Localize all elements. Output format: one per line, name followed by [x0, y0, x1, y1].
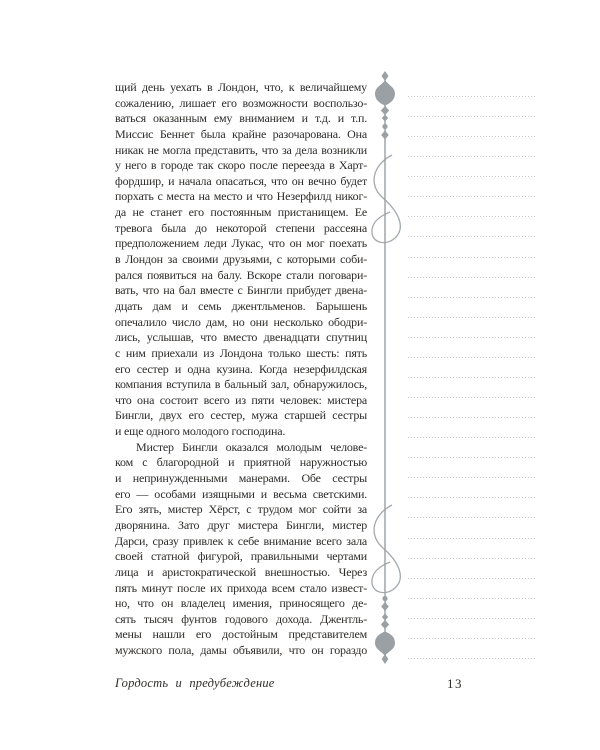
dotted-note-line	[408, 257, 537, 258]
text-line: дцать дам и семь джентльменов. Барышень	[115, 298, 367, 313]
text-line: щий день уехать в Лондон, что, к величайшему	[115, 80, 367, 94]
text-line: его — особами изящными и весьма светскими.	[115, 486, 367, 501]
text-line: порхать с места на место и что Незерфилд никог-	[115, 189, 367, 204]
dotted-note-line	[408, 538, 537, 539]
dotted-note-line	[408, 297, 537, 298]
text-line: Его зять, мистер Хёрст, с трудом мог сойти за	[115, 502, 367, 517]
text-line: лись, услышав, что вместо двенадцати спутниц	[115, 330, 367, 345]
dotted-note-line	[408, 337, 537, 338]
text-line: что она состоит всего из пяти человек: мистера	[115, 392, 367, 407]
dotted-note-line	[408, 136, 537, 137]
text-line: никак не могла представить, что за дела возникли	[115, 142, 367, 157]
text-line: рался появиться на балу. Вскоре стали поговари-	[115, 267, 367, 282]
text-line: дворянина. Зато друг мистера Бингли, мистер	[115, 517, 367, 532]
text-line: предположением леди Лукас, что он мог поехать	[115, 236, 367, 251]
text-line: своей статной фигурой, правильными чертами	[115, 549, 367, 564]
dotted-note-line	[408, 116, 537, 117]
dotted-note-line	[408, 477, 537, 478]
text-line: ком с благородной и приятной наружностью	[115, 455, 367, 470]
ornament-lower-curl	[372, 505, 400, 593]
text-line: да не станет его постоянным пристанищем. Ее	[115, 205, 367, 220]
text-line: опечалило число дам, но они несколько ободри-	[115, 314, 367, 329]
dotted-note-line	[408, 196, 537, 197]
dotted-note-line	[408, 176, 537, 177]
dotted-note-line	[408, 638, 537, 639]
ruled-notes-area	[408, 96, 537, 676]
text-line: у него в городе так скоро после переезда в Харт-	[115, 158, 367, 173]
page-footer	[0, 676, 600, 696]
text-line: тревога была до некоторой степени рассеяна	[115, 220, 367, 235]
text-line: лица и аристократической внешностью. Через	[115, 564, 367, 579]
dotted-note-line	[408, 397, 537, 398]
dotted-note-line	[408, 578, 537, 579]
dotted-note-line	[408, 317, 537, 318]
text-line: Мистер Бингли оказался молодым челове-	[136, 439, 367, 454]
text-line: Миссис Беннет была крайне разочарована. Она	[115, 126, 367, 141]
dotted-note-line	[408, 216, 537, 217]
text-line: фордшир, и начала опасаться, что он вечно будет	[115, 173, 367, 188]
text-line: Дарси, сразу привлек к себе внимание всего зала	[115, 533, 367, 548]
dotted-note-line	[408, 658, 537, 659]
text-line: пять минут после их прихода всем стало извест-	[115, 580, 367, 595]
dotted-note-line	[408, 277, 537, 278]
text-line: мужского пола, дамы объявили, что он гораздо	[115, 643, 367, 658]
text-line: его сестер и одна кузина. Когда незерфилдская	[115, 361, 367, 376]
text-line: с ним приехали из Лондона только шесть: пять	[115, 345, 367, 360]
dotted-note-line	[408, 236, 537, 237]
text-line: ваться оказанным ему вниманием и т.д. и т.п.	[115, 111, 367, 126]
dotted-note-line	[408, 618, 537, 619]
text-line: и еще одного молодого господина.	[115, 424, 286, 439]
text-line: сять тысяч фунтов годового дохода. Джентль-	[115, 611, 367, 626]
dotted-note-line	[408, 357, 537, 358]
dotted-note-line	[408, 497, 537, 498]
dotted-note-line	[408, 457, 537, 458]
dotted-note-line	[408, 558, 537, 559]
page-number: 13	[447, 676, 463, 691]
body-text-column	[115, 80, 367, 659]
text-line: в Лондон за своими друзьями, с которыми соби-	[115, 252, 367, 267]
dotted-note-line	[408, 156, 537, 157]
dotted-note-line	[408, 96, 537, 97]
dotted-note-line	[408, 417, 537, 418]
dotted-note-line	[408, 517, 537, 518]
text-line: Бингли, двух его сестер, мужа старшей сестры	[115, 408, 367, 423]
text-line: компания вступила в бальный зал, обнаружилось,	[115, 377, 367, 392]
dotted-note-line	[408, 377, 537, 378]
running-title: Гордость и предубеждение	[115, 676, 275, 690]
text-line: мены нашли его достойным представителем	[115, 627, 367, 642]
text-line: вать, что на бал вместе с Бингли прибудет двена-	[115, 283, 367, 298]
hatpin-ornament-icon	[362, 70, 408, 670]
ornament-upper-curl	[372, 155, 400, 243]
dotted-note-line	[408, 437, 537, 438]
dotted-note-line	[408, 598, 537, 599]
text-line: но, что он владелец имения, приносящего де-	[115, 596, 367, 611]
text-line: и непринужденными манерами. Обе сестры	[115, 471, 367, 486]
text-line: сожалению, лишает его возможности воспользо-	[115, 95, 367, 110]
